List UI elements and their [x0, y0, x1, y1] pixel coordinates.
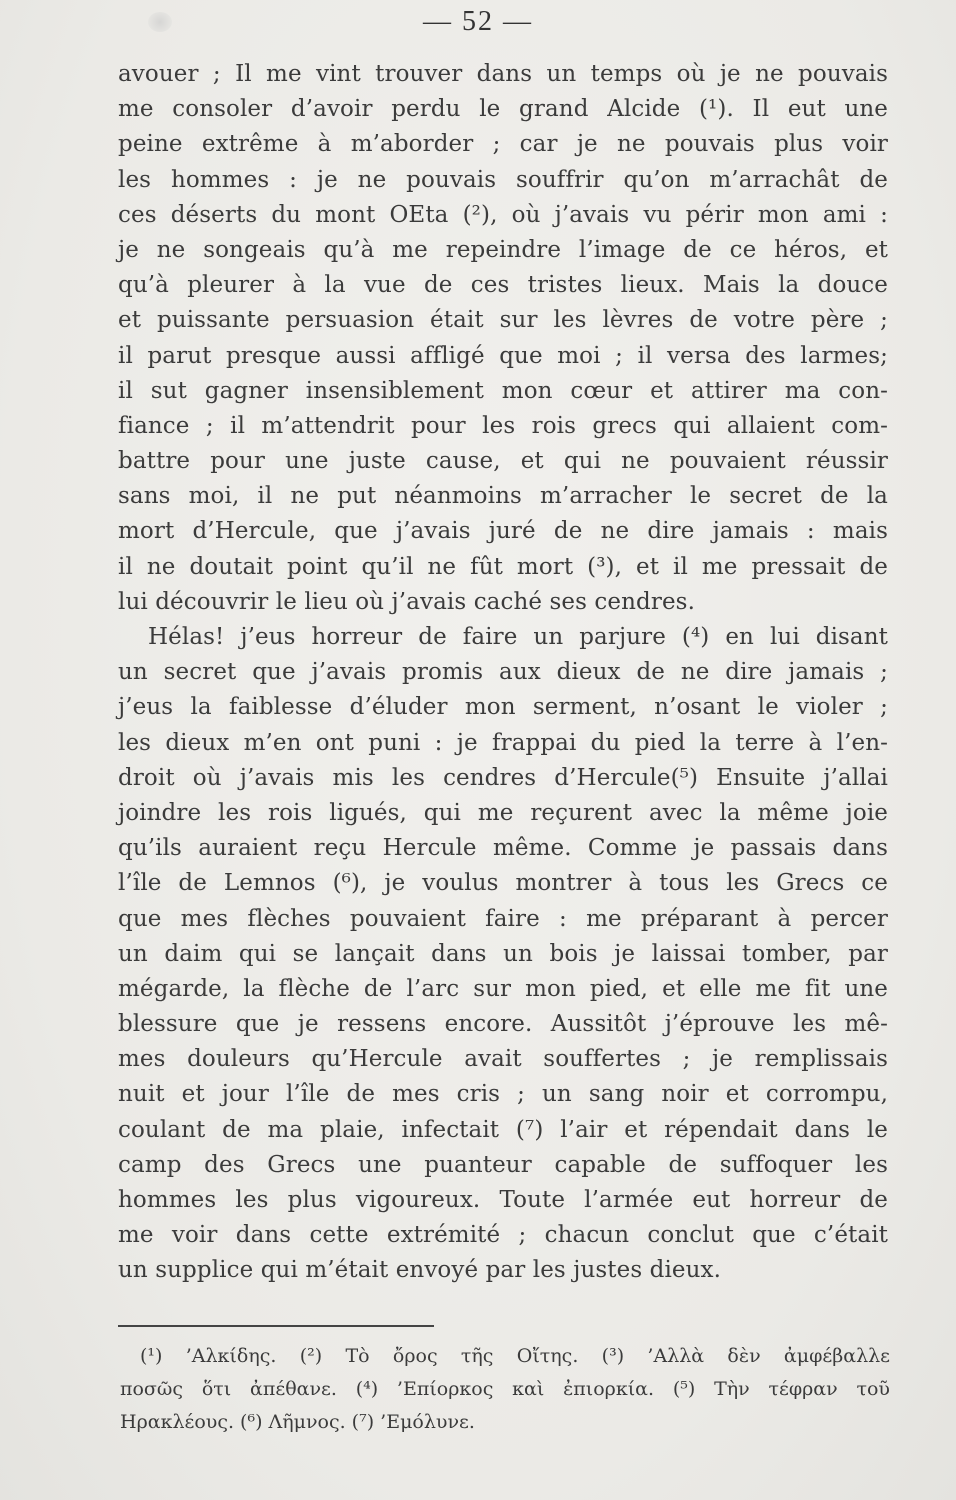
text-line: un supplice qui m’était envoyé par les justes dieux.	[118, 1257, 722, 1284]
text-line: je ne songeais qu’à me repeindre l’image de ce héros, et	[118, 236, 888, 263]
footnote-line: (¹) ’Αλκίδης. (²) Τὸ ὄρος τῆς Οἴτης. (³) ’Αλλὰ δὲν ἀμφέβαλλε	[140, 1345, 890, 1367]
text-line: les hommes : je ne pouvais souffrir qu’on m’arrachât de	[118, 166, 888, 193]
text-line: que mes flèches pouvaient faire : me préparant à percer	[118, 905, 888, 932]
text-line: joindre les rois ligués, qui me reçurent avec la même joie	[118, 799, 888, 826]
text-line: blessure que je ressens encore. Aussitôt j’éprouve les mê-	[118, 1011, 888, 1038]
text-line: mes douleurs qu’Hercule avait souffertes ; je remplissais	[118, 1046, 888, 1073]
text-line: un daim qui se lançait dans un bois je laissai tomber, par	[118, 940, 888, 967]
text-line: et puissante persuasion était sur les lèvres de votre père ;	[118, 307, 888, 334]
text-line: camp des Grecs une puanteur capable de suffoquer les	[118, 1151, 888, 1178]
text-line: l’île de Lemnos (⁶), je voulus montrer à tous les Grecs ce	[118, 870, 888, 897]
text-line: peine extrême à m’aborder ; car je ne pouvais plus voir	[118, 131, 888, 158]
footnotes	[120, 1340, 890, 1439]
text-line: il ne doutait point qu’il ne fût mort (³), et il me pressait de	[118, 553, 888, 580]
footnote-divider	[118, 1325, 434, 1327]
text-line: fiance ; il m’attendrit pour les rois grecs qui allaient com-	[118, 412, 888, 439]
text-line: me consoler d’avoir perdu le grand Alcide (¹). Il eut une	[118, 96, 888, 123]
text-line: sans moi, il ne put néanmoins m’arracher le secret de la	[118, 483, 888, 510]
text-line: droit où j’avais mis les cendres d’Hercule(⁵) Ensuite j’allai	[118, 764, 888, 791]
text-line: nuit et jour l’île de mes cris ; un sang noir et corrompu,	[118, 1081, 888, 1108]
text-line: les dieux m’en ont puni : je frappai du pied la terre à l’en-	[118, 729, 888, 756]
text-line: il parut presque aussi affligé que moi ; il versa des larmes;	[118, 342, 888, 369]
text-line: ces déserts du mont OEta (²), où j’avais vu périr mon ami :	[118, 201, 888, 228]
text-line: mort d’Hercule, que j’avais juré de ne dire jamais : mais	[118, 518, 888, 545]
text-line: battre pour une juste cause, et qui ne pouvaient réussir	[118, 448, 888, 475]
text-line: Hélas! j’eus horreur de faire un parjure (⁴) en lui disant	[148, 624, 888, 650]
text-line: mégarde, la flèche de l’arc sur mon pied, et elle me fit une	[118, 975, 888, 1002]
text-line: j’eus la faiblesse d’éluder mon serment, n’osant le violer ;	[118, 694, 888, 721]
text-line: hommes les plus vigoureux. Toute l’armée eut horreur de	[118, 1187, 888, 1213]
text-line: coulant de ma plaie, infectait (⁷) l’air et répendait dans le	[118, 1116, 888, 1143]
text-line: me voir dans cette extrémité ; chacun conclut que c’était	[118, 1222, 888, 1249]
footnote-line: Ηρακλέους. (⁶) Λῆμνος. (⁷) ’Εμόλυνε.	[120, 1411, 475, 1433]
footnote-line: ποσῶς ὅτι ἀπέθανε. (⁴) ’Επίορκος καὶ ἐπιορκία. (⁵) Τὴν τέφραν τοῦ	[120, 1378, 890, 1400]
text-line: un secret que j’avais promis aux dieux de ne dire jamais ;	[118, 659, 888, 686]
body-text	[118, 57, 888, 1289]
page-number: — 52 —	[423, 6, 533, 37]
text-line: lui découvrir le lieu où j’avais caché ses cendres.	[118, 588, 695, 615]
text-line: il sut gagner insensiblement mon cœur et attirer ma con-	[118, 377, 888, 404]
text-line: qu’à pleurer à la vue de ces tristes lieux. Mais la douce	[118, 272, 888, 299]
text-line: qu’ils auraient reçu Hercule même. Comme je passais dans	[118, 835, 888, 862]
text-line: avouer ; Il me vint trouver dans un temps où je ne pouvais	[118, 61, 888, 87]
